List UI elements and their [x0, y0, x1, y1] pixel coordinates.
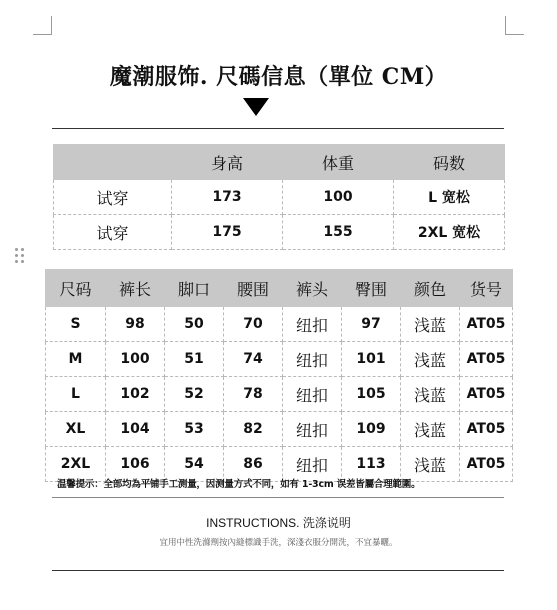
table-cell: XL [46, 412, 106, 447]
table-cell: 74 [224, 342, 283, 377]
size-header-cell: 货号 [460, 270, 513, 307]
table-cell: 98 [106, 307, 165, 342]
try-on-header-row [54, 145, 505, 180]
size-header-row [46, 270, 513, 307]
table-cell: 51 [165, 342, 224, 377]
instructions-body: 宜用中性洗滌劑按內縫標識手洗，深淺衣服分開洗，不宜暴曬。 [159, 538, 398, 548]
instructions-title: INSTRUCTIONS. 洗涤说明 [206, 516, 351, 530]
measurement-note: 温馨提示：全部均為平铺手工测量，因测量方式不同，如有 1-3cm 误差皆屬合理範圍。 [57, 479, 421, 490]
table-row [54, 215, 505, 250]
table-cell: 100 [283, 180, 394, 215]
table-cell: 100 [106, 342, 165, 377]
table-cell: 97 [342, 307, 401, 342]
table-cell: 105 [342, 377, 401, 412]
divider-bottom [52, 570, 504, 571]
table-row [46, 342, 513, 377]
table-cell: AT05 [460, 412, 513, 447]
size-header-cell: 裤长 [106, 270, 165, 307]
table-row [46, 412, 513, 447]
size-table [45, 269, 513, 482]
table-cell: 浅蓝 [401, 342, 460, 377]
try-on-header-cell: 身高 [172, 145, 283, 180]
size-header-cell: 尺码 [46, 270, 106, 307]
table-cell: 试穿 [54, 215, 172, 250]
table-cell: 浅蓝 [401, 447, 460, 482]
try-on-header-cell: 码数 [394, 145, 505, 180]
table-cell: 102 [106, 377, 165, 412]
try-on-header-cell: 体重 [283, 145, 394, 180]
table-cell: 54 [165, 447, 224, 482]
table-cell: 纽扣 [283, 412, 342, 447]
table-cell: 173 [172, 180, 283, 215]
table-cell: 101 [342, 342, 401, 377]
table-cell: 试穿 [54, 180, 172, 215]
table-cell: 109 [342, 412, 401, 447]
table-cell: 2XL 宽松 [394, 215, 505, 250]
table-cell: AT05 [460, 447, 513, 482]
table-row [46, 307, 513, 342]
table-cell: 78 [224, 377, 283, 412]
size-header-cell: 臀围 [342, 270, 401, 307]
table-cell: L [46, 377, 106, 412]
table-cell: 70 [224, 307, 283, 342]
page-corner-marker-top-left [33, 16, 52, 35]
table-row [46, 377, 513, 412]
size-header-cell: 脚口 [165, 270, 224, 307]
table-cell: 106 [106, 447, 165, 482]
table-cell: S [46, 307, 106, 342]
page-title: 魔潮服饰. 尺碼信息（單位 CM） [109, 64, 448, 90]
table-cell: 浅蓝 [401, 307, 460, 342]
size-header-cell: 颜色 [401, 270, 460, 307]
table-cell: 2XL [46, 447, 106, 482]
table-cell: 浅蓝 [401, 377, 460, 412]
table-cell: 175 [172, 215, 283, 250]
table-cell: M [46, 342, 106, 377]
table-cell: 113 [342, 447, 401, 482]
table-cell: 纽扣 [283, 307, 342, 342]
table-cell: AT05 [460, 307, 513, 342]
table-cell: 104 [106, 412, 165, 447]
table-cell: 155 [283, 215, 394, 250]
table-cell: 53 [165, 412, 224, 447]
table-cell: 52 [165, 377, 224, 412]
down-triangle-icon [243, 98, 269, 116]
table-row [54, 180, 505, 215]
table-cell: 86 [224, 447, 283, 482]
table-cell: 82 [224, 412, 283, 447]
divider-middle [52, 497, 504, 498]
try-on-header-cell [54, 145, 172, 180]
table-cell: AT05 [460, 342, 513, 377]
try-on-table [53, 144, 505, 250]
size-header-cell: 腰围 [224, 270, 283, 307]
table-cell: 纽扣 [283, 342, 342, 377]
table-drag-handle[interactable] [15, 248, 24, 262]
table-cell: 纽扣 [283, 377, 342, 412]
table-cell: 浅蓝 [401, 412, 460, 447]
table-cell: L 宽松 [394, 180, 505, 215]
size-header-cell: 裤头 [283, 270, 342, 307]
page-corner-marker-top-right [505, 16, 524, 35]
table-cell: 50 [165, 307, 224, 342]
table-cell: 纽扣 [283, 447, 342, 482]
table-cell: AT05 [460, 377, 513, 412]
divider-top [52, 128, 504, 129]
